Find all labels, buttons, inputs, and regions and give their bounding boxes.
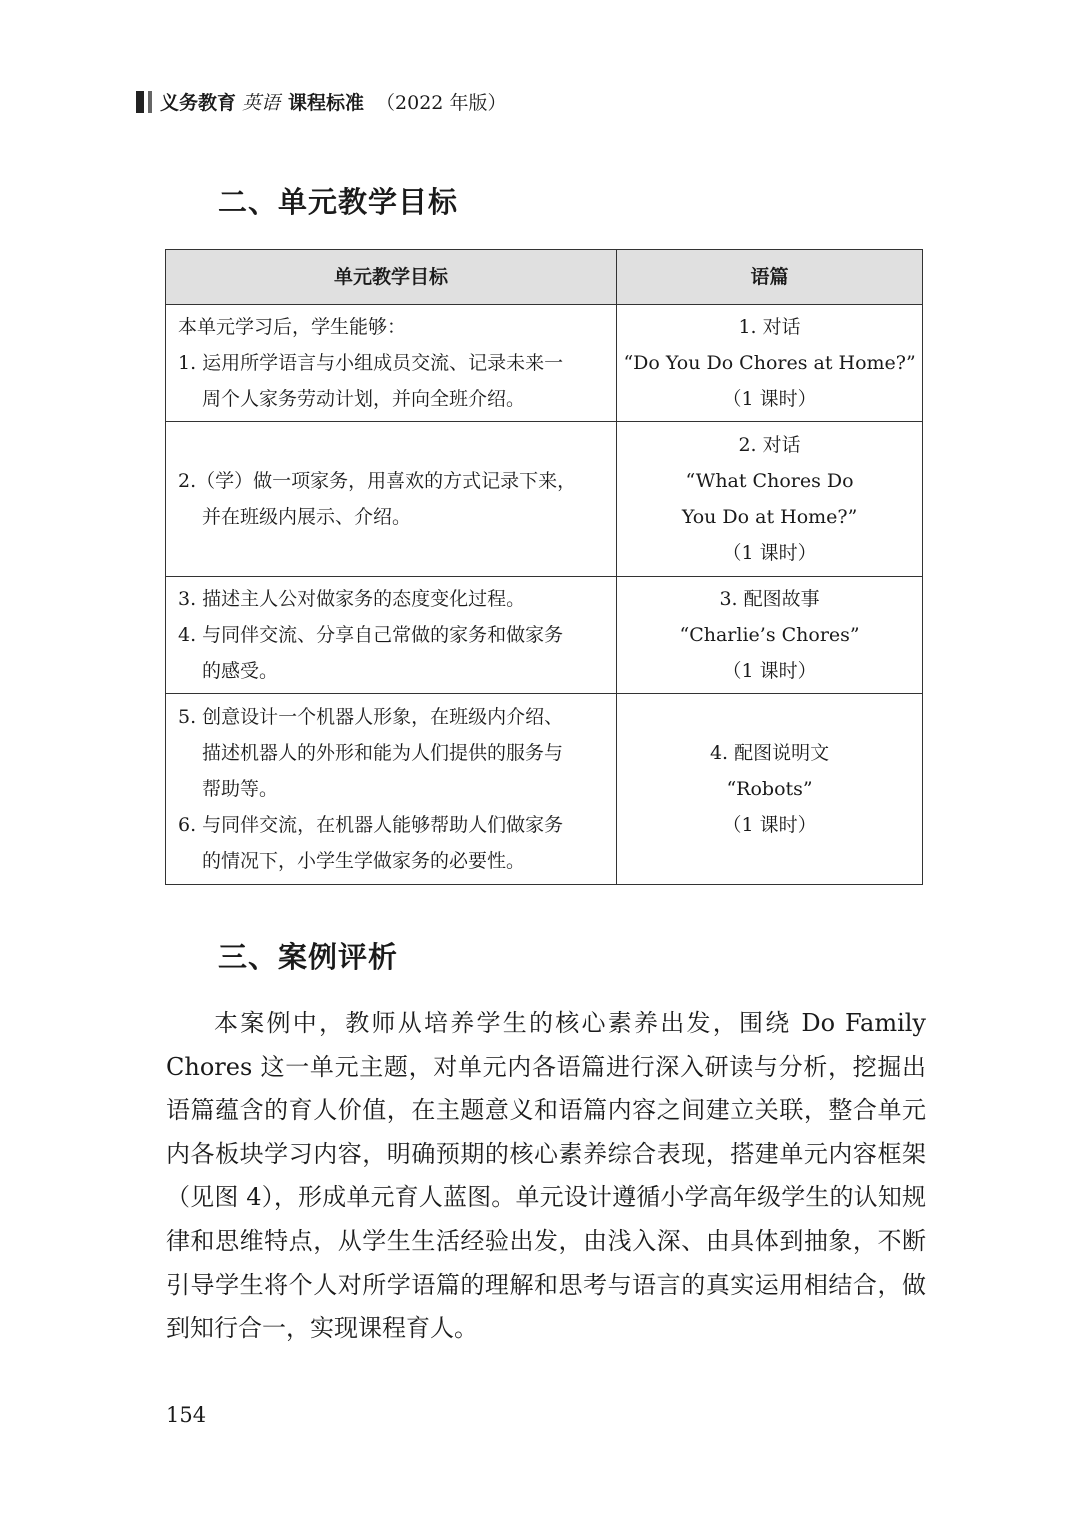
goal-line: 2.（学）做一项家务，用喜欢的方式记录下来， (178, 470, 577, 492)
text-line: “Robots” (726, 778, 813, 800)
table-row (166, 305, 923, 422)
goal-line: 4. 与同伴交流、分享自己常做的家务和做家务 (178, 624, 564, 646)
goal-line: 并在班级内展示、介绍。 (202, 506, 412, 528)
table-row (166, 577, 923, 694)
text-line: 3. 配图故事 (719, 588, 820, 610)
running-header (136, 88, 506, 115)
goal-line: 5. 创意设计一个机器人形象，在班级内介绍、 (178, 706, 564, 728)
goal-cell (166, 577, 617, 694)
text-line: 4. 配图说明文 (709, 742, 830, 764)
text-cell (617, 422, 923, 577)
text-line: “What Chores Do (685, 470, 854, 492)
goal-line: 1. 运用所学语言与小组成员交流、记录未来一 (178, 352, 564, 374)
goal-line: 的情况下，小学生学做家务的必要性。 (202, 850, 526, 872)
goal-line: 周个人家务劳动计划，并向全班介绍。 (202, 388, 526, 410)
goal-line: 帮助等。 (202, 778, 279, 800)
text-line: 1. 对话 (738, 316, 801, 338)
column-header-goal: 单元教学目标 (166, 250, 617, 305)
header-bars-icon (136, 91, 152, 113)
goal-line: 本单元学习后，学生能够： (178, 316, 407, 338)
column-header-text: 语篇 (617, 250, 923, 305)
goal-cell (166, 694, 617, 885)
text-cell (617, 305, 923, 422)
paragraph-text: 本案例中，教师从培养学生的核心素养出发，围绕 Do Family Chores 这一单元主题，对单元内各语篇进行深入研读与分析，挖掘出语篇蕴含的育人价值，在主题意义和语篇内容之间建立关联，整合单元内各板块学习内容，明确预期的核心素养综合表现，搭建单元内容框架（见图 4），形成单元育人蓝图。单元设计遵循小学高年级学生的认知规律和思维特点，从学生生活经验出发，由浅入深、由具体到抽象，不断引导学生将个人对所学语篇的理解和思考与语言的真实运用相结合，做到知行合一，实现课程育人。 (166, 1009, 926, 1343)
header-title-subject: 英语 (242, 92, 281, 114)
unit-goals-table (165, 249, 923, 885)
header-edition: （2022 年版） (376, 92, 507, 114)
text-line: “Do You Do Chores at Home?” (623, 352, 916, 374)
goal-line: 描述机器人的外形和能为人们提供的服务与 (202, 742, 564, 764)
header-title-part3: 课程标准 (288, 92, 365, 114)
section-title-case-review: 三、案例评析 (218, 940, 399, 974)
text-line: （1 课时） (722, 542, 817, 564)
text-cell (617, 694, 923, 885)
goal-cell (166, 422, 617, 577)
table-row (166, 422, 923, 577)
text-line: （1 课时） (722, 660, 817, 682)
case-review-paragraph (166, 1002, 926, 1351)
text-line: （1 课时） (722, 388, 817, 410)
goal-line: 3. 描述主人公对做家务的态度变化过程。 (178, 588, 526, 610)
goal-line: 的感受。 (202, 660, 279, 682)
text-line: “Charlie’s Chores” (679, 624, 860, 646)
section-title-unit-goals: 二、单元教学目标 (218, 185, 459, 219)
text-line: You Do at Home?” (681, 506, 858, 528)
text-cell (617, 577, 923, 694)
page-number: 154 (166, 1403, 207, 1427)
text-line: 2. 对话 (738, 434, 801, 456)
text-line: （1 课时） (722, 814, 817, 836)
goal-cell (166, 305, 617, 422)
header-title-part1: 义务教育 (160, 92, 237, 114)
table-header-row (166, 250, 923, 305)
table-row (166, 694, 923, 885)
goal-line: 6. 与同伴交流，在机器人能够帮助人们做家务 (178, 814, 564, 836)
